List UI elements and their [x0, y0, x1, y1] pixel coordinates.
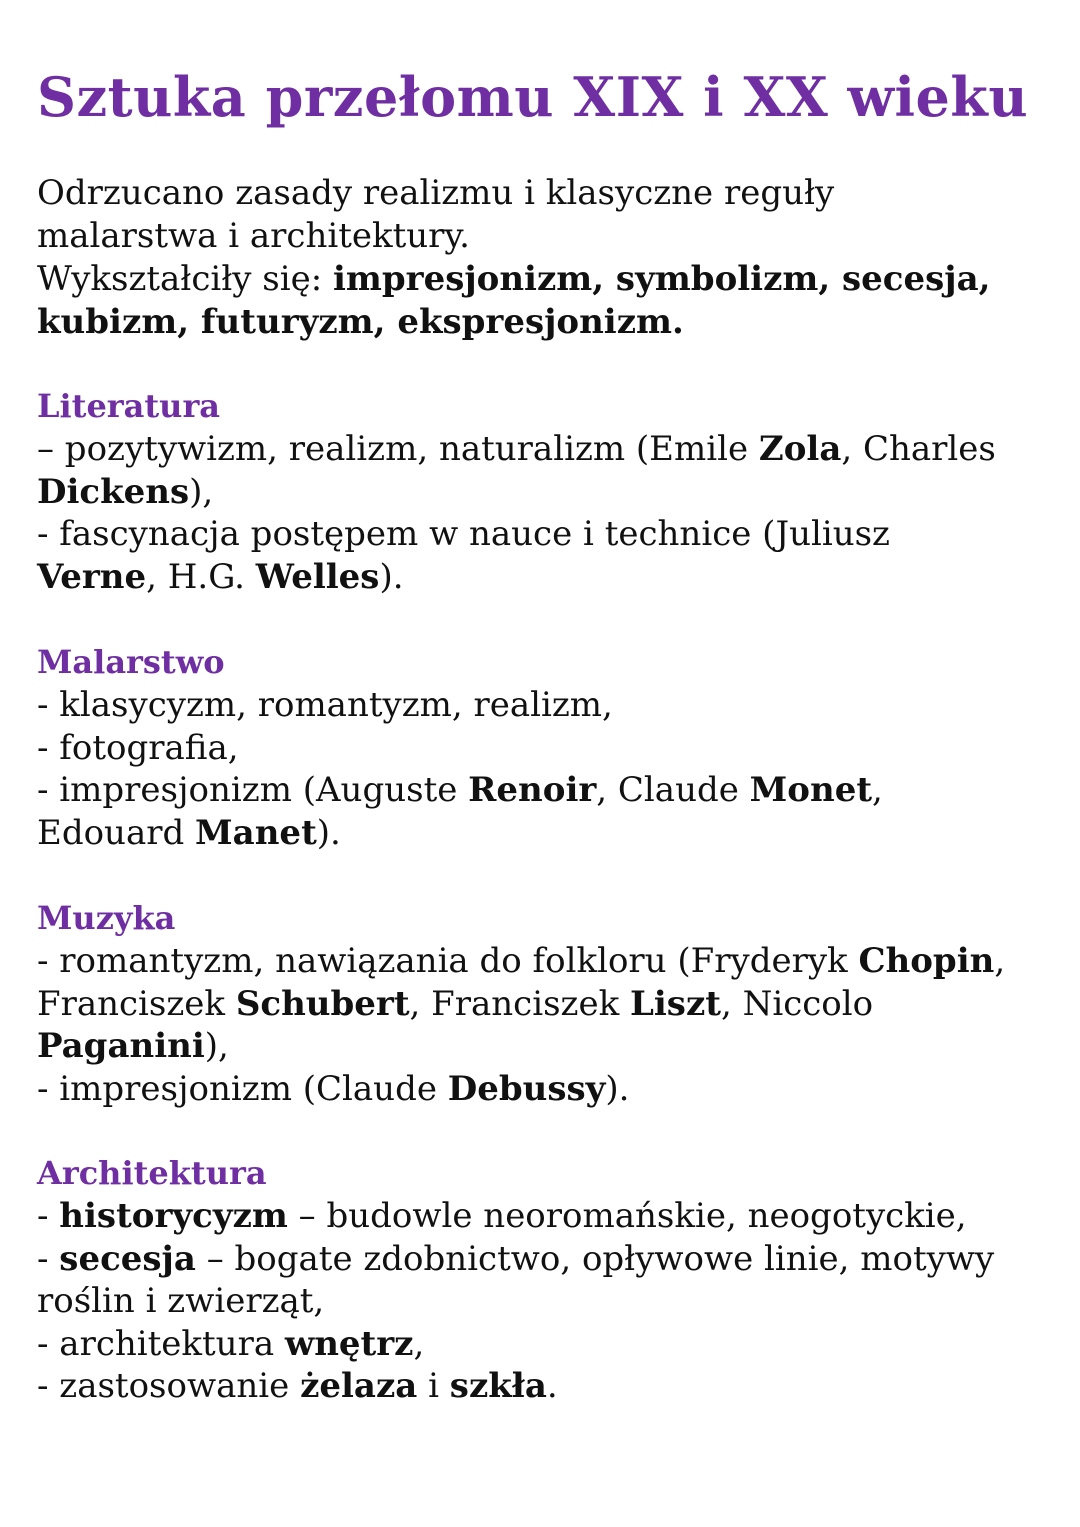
list-item: - fotografia, — [37, 727, 239, 768]
intro-line: Odrzucano zasady realizmu i klasyczne reguły — [37, 173, 835, 213]
list-item: - architektura wnętrz, — [37, 1323, 425, 1364]
section-body — [37, 940, 1047, 1110]
section-literatura — [37, 385, 1047, 598]
intro-line: Wykształciły się: impresjonizm, symbolizm, secesja, — [37, 259, 991, 299]
list-item: - secesja – bogate zdobnictwo, opływowe linie, motywy — [37, 1238, 995, 1279]
list-item-continuation: roślin i zwierząt, — [37, 1281, 325, 1321]
list-item: - romantyzm, nawiązania do folkloru (Fryderyk Chopin, — [37, 941, 1006, 981]
list-item: - impresjonizm (Auguste Renoir, Claude Monet, — [37, 770, 883, 810]
list-item: – pozytywizm, realizm, naturalizm (Emile Zola, Charles — [37, 429, 996, 469]
section-heading: Architektura — [37, 1154, 267, 1192]
art-movements-list: impresjonizm, symbolizm, secesja, — [333, 259, 991, 299]
section-heading: Literatura — [37, 387, 221, 425]
list-item-continuation: Dickens), — [37, 471, 214, 512]
list-item: - impresjonizm (Claude Debussy). — [37, 1068, 630, 1109]
intro-paragraph — [37, 172, 1047, 344]
intro-line: malarstwa i architektury. — [37, 216, 470, 256]
list-item: - historycyzm – budowle neoromańskie, neogotyckie, — [37, 1196, 967, 1236]
intro-line — [37, 301, 1047, 344]
section-body — [37, 684, 1047, 854]
section-heading: Muzyka — [37, 899, 176, 937]
list-item: - klasycyzm, romantyzm, realizm, — [37, 685, 613, 725]
section-body — [37, 1195, 1047, 1408]
list-item-continuation: Franciszek Schubert, Franciszek Liszt, Niccolo — [37, 983, 874, 1024]
list-item-continuation: Paganini), — [37, 1026, 229, 1066]
section-architektura — [37, 1152, 1047, 1408]
list-item-continuation: Edouard Manet). — [37, 812, 341, 853]
section-malarstwo — [37, 641, 1047, 854]
list-item: - zastosowanie żelaza i szkła. — [37, 1366, 558, 1406]
section-body — [37, 428, 1047, 598]
section-heading: Malarstwo — [37, 643, 225, 681]
list-item: - fascynacja postępem w nauce i technice (Juliusz — [37, 514, 890, 554]
page-title: Sztuka przełomu XIX i XX wieku — [37, 65, 1029, 129]
section-muzyka — [37, 897, 1047, 1110]
list-item-continuation: Verne, H.G. Welles). — [37, 556, 404, 597]
art-movements-list: kubizm, futuryzm, ekspresjonizm. — [37, 302, 684, 342]
